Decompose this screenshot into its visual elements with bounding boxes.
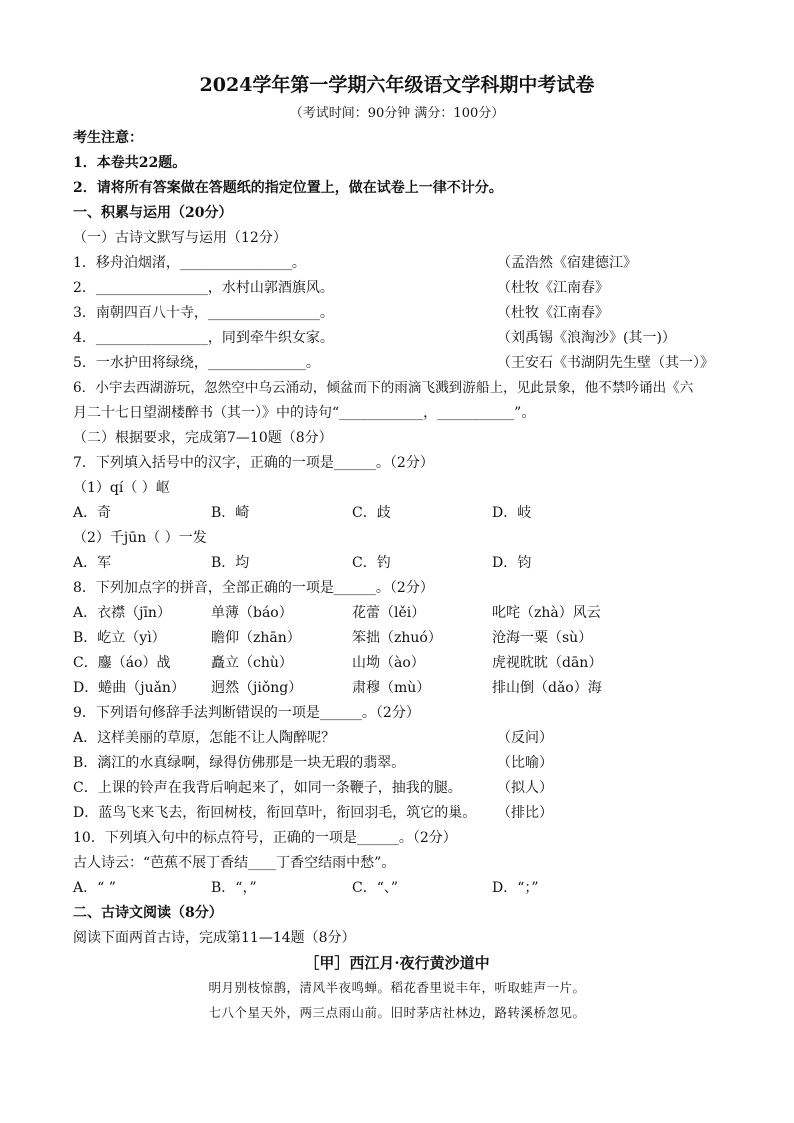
option-d: D．岐 — [492, 505, 532, 521]
question-3: 3．南朝四百八十寺，________________。 — [73, 305, 334, 321]
option-word: 花蕾（lěi） — [352, 605, 426, 621]
exam-info: （考试时间：90分钟 满分：100分） — [289, 106, 505, 121]
option-word: 肃穆（mù） — [352, 680, 431, 696]
option-c: C．歧 — [352, 505, 391, 521]
option-sentence: B．漓江的水真绿啊，绿得仿佛那是一块无瑕的翡翠。 — [73, 755, 406, 771]
option-word: 山坳（ào） — [352, 655, 425, 671]
option-word: 叱咤（zhà）风云 — [492, 605, 601, 621]
section1-heading: 一、积累与运用（20分） — [73, 205, 233, 221]
option-word: 笨拙（zhuó） — [352, 630, 442, 646]
option-word: 单薄（báo） — [211, 605, 293, 621]
question-4: 4．________________，同到牵牛织女家。 — [73, 330, 334, 346]
option-c: C．钓 — [352, 555, 391, 571]
rhetoric-tag: （排比） — [497, 805, 553, 821]
question-7-stem: 7．下列填入括号中的汉字，正确的一项是______。（2分） — [73, 455, 434, 471]
page-title: 2024学年第一学期六年级语文学科期中考试卷 — [199, 74, 595, 96]
option-c: C．“、” — [352, 880, 399, 896]
question-7-sub2: （2）千jūn（ ）一发 — [73, 530, 207, 546]
rhetoric-tag: （拟人） — [497, 780, 553, 796]
option-word: 瞻仰（zhān） — [211, 630, 301, 646]
poem-title: ［甲］西江月·夜行黄沙道中 — [304, 954, 490, 972]
poem-line: 明月别枝惊鹊，清风半夜鸣蝉。稻花香里说丰年，听取蛙声一片。 — [208, 980, 586, 995]
option-a: A．奇 — [73, 505, 112, 521]
option-word: 虎视眈眈（dān） — [492, 655, 603, 671]
option-sentence: D．蓝鸟飞来飞去，衔回树枝，衔回草叶，衔回羽毛，筑它的巢。 — [73, 805, 477, 821]
option-d: D．“；” — [492, 880, 539, 896]
option-b: B．均 — [211, 555, 250, 571]
notice-item: 2．请将所有答案做在答题纸的指定位置上，做在试卷上一律不计分。 — [73, 180, 503, 196]
option-sentence: C．上课的铃声在我背后响起来了，如同一条鞭子，抽我的腿。 — [73, 780, 462, 796]
question-9-stem: 9．下列语句修辞手法判断错误的一项是______。（2分） — [73, 705, 420, 721]
question-10-quote: 古人诗云：“芭蕉不展丁香结____丁香空结雨中愁”。 — [73, 855, 396, 871]
rhetoric-tag: （反问） — [497, 730, 553, 746]
notice-heading: 考生注意： — [73, 130, 143, 146]
rhetoric-tag: （比喻） — [497, 755, 553, 771]
section2-heading: 二、古诗文阅读（8分） — [73, 905, 223, 921]
question-4-source: （刘禹锡《浪淘沙》(其一)） — [497, 330, 676, 346]
option-word: B．屹立（yì） — [73, 630, 166, 646]
part2-heading: （二）根据要求，完成第7—10题（8分） — [73, 430, 333, 446]
option-a: A．“ ” — [73, 880, 116, 896]
question-6-line2: 月二十七日望湖楼醉书（其一）》中的诗句“____________，___________”。 — [73, 405, 536, 421]
option-word: 矗立（chù） — [211, 655, 293, 671]
option-word: 沧海一粟（sù） — [492, 630, 593, 646]
option-a: A．军 — [73, 555, 112, 571]
question-7-sub1: （1）qí（ ）岖 — [73, 480, 170, 496]
question-1: 1．移舟泊烟渚，________________。 — [73, 255, 306, 271]
option-word: D．蜷曲（juǎn） — [73, 680, 185, 696]
section2-intro: 阅读下面两首古诗，完成第11—14题（8分） — [73, 930, 356, 946]
question-2-source: （杜牧《江南春》 — [497, 280, 609, 296]
option-b: B．“，” — [211, 880, 257, 896]
option-d: D．钧 — [492, 555, 532, 571]
question-1-source: （孟浩然《宿建德江》 — [497, 255, 637, 271]
question-6-line1: 6．小宇去西湖游玩，忽然空中乌云涌动，倾盆而下的雨滴飞溅到游船上，见此景象，他不禁吟诵出《六 — [73, 380, 694, 396]
notice-item: 1．本卷共22题。 — [73, 155, 187, 171]
option-word: 排山倒（dǎo）海 — [492, 680, 602, 696]
option-word: 迥然（jiǒng） — [211, 680, 303, 696]
question-2: 2．________________，水村山郭酒旗风。 — [73, 280, 334, 296]
poem-line: 七八个星天外，两三点雨山前。旧时茅店社林边，路转溪桥忽见。 — [208, 1005, 586, 1020]
question-3-source: （杜牧《江南春》 — [497, 305, 609, 321]
part1-heading: （一）古诗文默写与运用（12分） — [73, 230, 287, 246]
option-sentence: A．这样美丽的草原，怎能不让人陶醉呢？ — [73, 730, 336, 746]
question-5-source: （王安石《书湖阴先生壁（其一）》 — [497, 355, 714, 371]
question-10-stem: 10．下列填入句中的标点符号，正确的一项是______。（2分） — [73, 830, 457, 846]
question-5: 5．一水护田将绿绕，______________。 — [73, 355, 320, 371]
option-b: B．崎 — [211, 505, 250, 521]
option-word: C．鏖（áo）战 — [73, 655, 171, 671]
option-word: A．衣襟（jīn） — [73, 605, 171, 621]
question-8-stem: 8．下列加点字的拼音，全部正确的一项是______。（2分） — [73, 580, 434, 596]
